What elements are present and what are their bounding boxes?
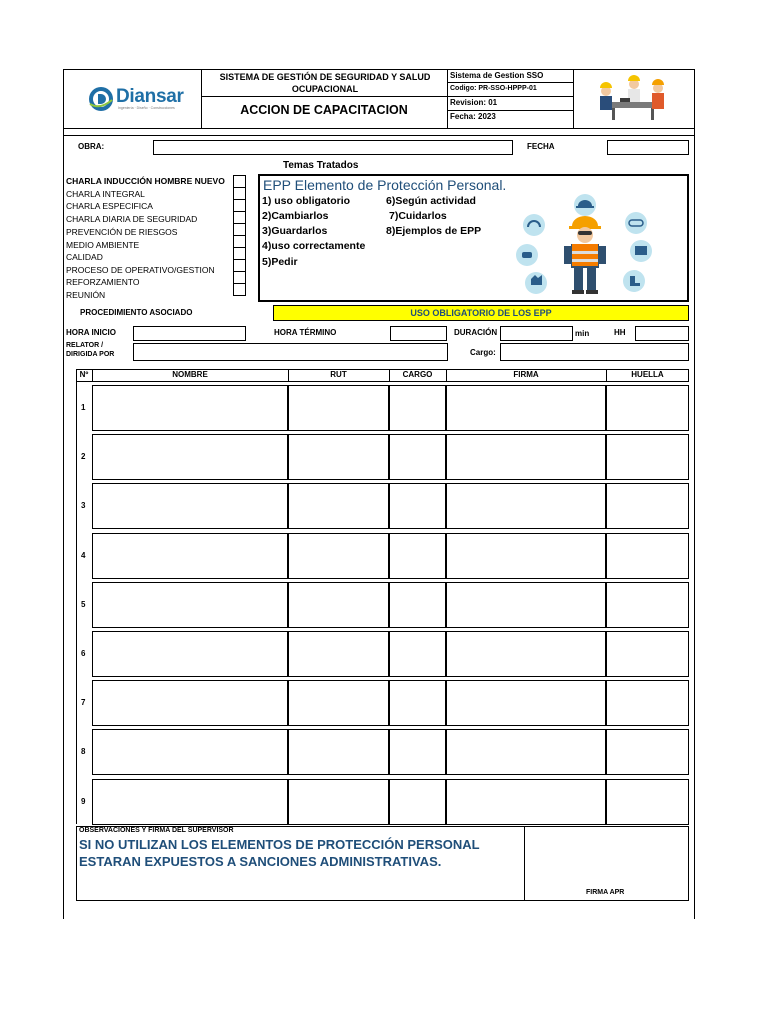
meta-system: Sistema de Gestion SSO — [450, 71, 544, 80]
nombre-cell[interactable] — [92, 533, 288, 579]
header-title-split — [201, 96, 447, 97]
cargo-cell[interactable] — [389, 680, 446, 726]
charla-label: CALIDAD — [66, 252, 103, 262]
charla-label: CHARLA DIARIA DE SEGURIDAD — [66, 214, 198, 224]
cargo-cell[interactable] — [389, 533, 446, 579]
hora-termino-input[interactable] — [390, 326, 447, 341]
meeting-illustration-icon — [594, 74, 672, 122]
epp-item: 8)Ejemplos de EPP — [386, 225, 482, 237]
logo-subtext: Ingeniería · Diseño · Construcciones — [118, 106, 175, 110]
meta-line-3 — [447, 110, 573, 111]
obra-input[interactable] — [153, 140, 513, 155]
row-number: 6 — [81, 649, 86, 658]
cargo-cell[interactable] — [389, 631, 446, 677]
min-label: min — [575, 329, 590, 338]
charla-label: CHARLA INTEGRAL — [66, 189, 145, 199]
epp-worker-illustration-icon — [512, 193, 658, 297]
meta-codigo: Codigo: PR-SSO-HPPP-01 — [450, 85, 537, 92]
relator-input[interactable] — [133, 343, 448, 361]
rut-cell[interactable] — [288, 582, 389, 628]
row-number: 9 — [81, 797, 86, 806]
huella-cell[interactable] — [606, 631, 689, 677]
nombre-cell[interactable] — [92, 779, 288, 825]
dirigida-label: DIRIGIDA POR — [66, 351, 115, 358]
hh-label: HH — [614, 328, 626, 337]
meta-line-2 — [447, 96, 573, 97]
huella-cell[interactable] — [606, 385, 689, 431]
row-number: 3 — [81, 501, 86, 510]
rut-cell[interactable] — [288, 680, 389, 726]
firma-cell[interactable] — [446, 582, 606, 628]
row-number: 1 — [81, 403, 86, 412]
hh-input[interactable] — [635, 326, 689, 341]
epp-item: 7)Cuidarlos — [389, 210, 447, 222]
firma-cell[interactable] — [446, 533, 606, 579]
firma-apr-label: FIRMA APR — [586, 889, 625, 896]
col-header-num: Nº — [79, 370, 89, 379]
cargo-cell[interactable] — [389, 483, 446, 529]
cargo-label: Cargo: — [470, 348, 496, 357]
firma-cell[interactable] — [446, 729, 606, 775]
rut-cell[interactable] — [288, 779, 389, 825]
nombre-cell[interactable] — [92, 483, 288, 529]
epp-item: 6)Según actividad — [386, 195, 476, 207]
row-number: 5 — [81, 600, 86, 609]
rut-cell[interactable] — [288, 533, 389, 579]
col-header-cargo: CARGO — [402, 370, 433, 379]
firma-cell[interactable] — [446, 483, 606, 529]
row-number: 4 — [81, 551, 86, 560]
firma-cell[interactable] — [446, 434, 606, 480]
nombre-cell[interactable] — [92, 582, 288, 628]
huella-cell[interactable] — [606, 680, 689, 726]
cargo-cell[interactable] — [389, 779, 446, 825]
huella-cell[interactable] — [606, 729, 689, 775]
epp-item: 4)uso correctamente — [262, 240, 366, 252]
meta-revision: Revision: 01 — [450, 98, 498, 107]
col-header-huella: HUELLA — [631, 370, 664, 379]
firma-cell[interactable] — [446, 680, 606, 726]
logo-text: Diansar — [116, 86, 184, 107]
firma-cell[interactable] — [446, 385, 606, 431]
rut-cell[interactable] — [288, 631, 389, 677]
header-divider-2 — [447, 69, 448, 128]
header-double-line — [63, 135, 695, 136]
row-number: 8 — [81, 747, 86, 756]
cargo-input[interactable] — [500, 343, 689, 361]
header-bottom-line — [63, 128, 695, 129]
charla-label: REFORZAMIENTO — [66, 277, 140, 287]
table-left-border — [76, 382, 77, 824]
epp-item: 2)Cambiarlos — [262, 210, 329, 222]
logo-mark-icon — [88, 86, 114, 112]
hora-inicio-label: HORA INICIO — [66, 328, 116, 337]
company-logo — [88, 84, 188, 114]
nombre-cell[interactable] — [92, 385, 288, 431]
frame-tail-right — [694, 905, 695, 919]
hora-inicio-input[interactable] — [133, 326, 246, 341]
observations-label: OBSERVACIONES Y FIRMA DEL SUPERVISOR — [79, 827, 234, 834]
nombre-cell[interactable] — [92, 631, 288, 677]
fecha-label: FECHA — [527, 142, 555, 151]
obra-label: OBRA: — [78, 142, 105, 151]
hora-termino-label: HORA TÉRMINO — [274, 328, 337, 337]
duracion-input[interactable] — [500, 326, 573, 341]
relator-label: RELATOR / — [66, 342, 104, 349]
fecha-input[interactable] — [607, 140, 689, 155]
rut-cell[interactable] — [288, 729, 389, 775]
charla-label: PROCESO DE OPERATIVO/GESTION — [66, 265, 215, 275]
frame-tail-left — [63, 905, 64, 919]
rut-cell[interactable] — [288, 434, 389, 480]
huella-cell[interactable] — [606, 483, 689, 529]
epp-item: 3)Guardarlos — [262, 225, 328, 237]
cargo-cell[interactable] — [389, 434, 446, 480]
epp-item: 5)Pedir — [262, 256, 298, 268]
meta-line-1 — [447, 82, 573, 83]
procedimiento-value[interactable]: USO OBLIGATORIO DE LOS EPP — [273, 305, 689, 321]
temas-label: Temas Tratados — [283, 160, 359, 171]
epp-item: 1) uso obligatorio — [262, 195, 351, 207]
procedimiento-label: PROCEDIMIENTO ASOCIADO — [80, 308, 193, 317]
meta-fecha: Fecha: 2023 — [450, 112, 496, 121]
col-header-nombre: NOMBRE — [172, 370, 208, 379]
rut-cell[interactable] — [288, 483, 389, 529]
col-header-rut: RUT — [330, 370, 347, 379]
rut-cell[interactable] — [288, 385, 389, 431]
observations-line-1: SI NO UTILIZAN LOS ELEMENTOS DE PROTECCIÓN PERSONAL — [79, 837, 480, 852]
doc-title: ACCION DE CAPACITACION — [240, 103, 408, 117]
charla-label: PREVENCIÓN DE RIESGOS — [66, 227, 178, 237]
duracion-label: DURACIÓN — [454, 328, 498, 337]
row-number: 2 — [81, 452, 86, 461]
row-number: 7 — [81, 698, 86, 707]
observations-divider — [524, 826, 525, 901]
huella-cell[interactable] — [606, 582, 689, 628]
observations-line-2: ESTARAN EXPUESTOS A SANCIONES ADMINISTRATIVAS. — [79, 854, 442, 869]
epp-title: EPP Elemento de Protección Personal. — [263, 177, 507, 193]
charla-checkbox[interactable] — [233, 283, 246, 296]
header-divider-3 — [573, 69, 574, 128]
col-header-firma: FIRMA — [513, 370, 539, 379]
firma-cell[interactable] — [446, 631, 606, 677]
firma-cell[interactable] — [446, 779, 606, 825]
charla-label: REUNIÓN — [66, 290, 106, 300]
cargo-cell[interactable] — [389, 729, 446, 775]
huella-cell[interactable] — [606, 779, 689, 825]
huella-cell[interactable] — [606, 434, 689, 480]
system-title: SISTEMA DE GESTIÓN DE SEGURIDAD Y SALUD OCUPACIONAL — [219, 72, 431, 94]
charla-label: CHARLA INDUCCIÓN HOMBRE NUEVO — [66, 176, 225, 186]
charla-label: MEDIO AMBIENTE — [66, 240, 140, 250]
nombre-cell[interactable] — [92, 680, 288, 726]
nombre-cell[interactable] — [92, 434, 288, 480]
cargo-cell[interactable] — [389, 385, 446, 431]
huella-cell[interactable] — [606, 533, 689, 579]
charla-label: CHARLA ESPECIFICA — [66, 201, 153, 211]
header-divider-1 — [201, 69, 202, 128]
cargo-cell[interactable] — [389, 582, 446, 628]
nombre-cell[interactable] — [92, 729, 288, 775]
